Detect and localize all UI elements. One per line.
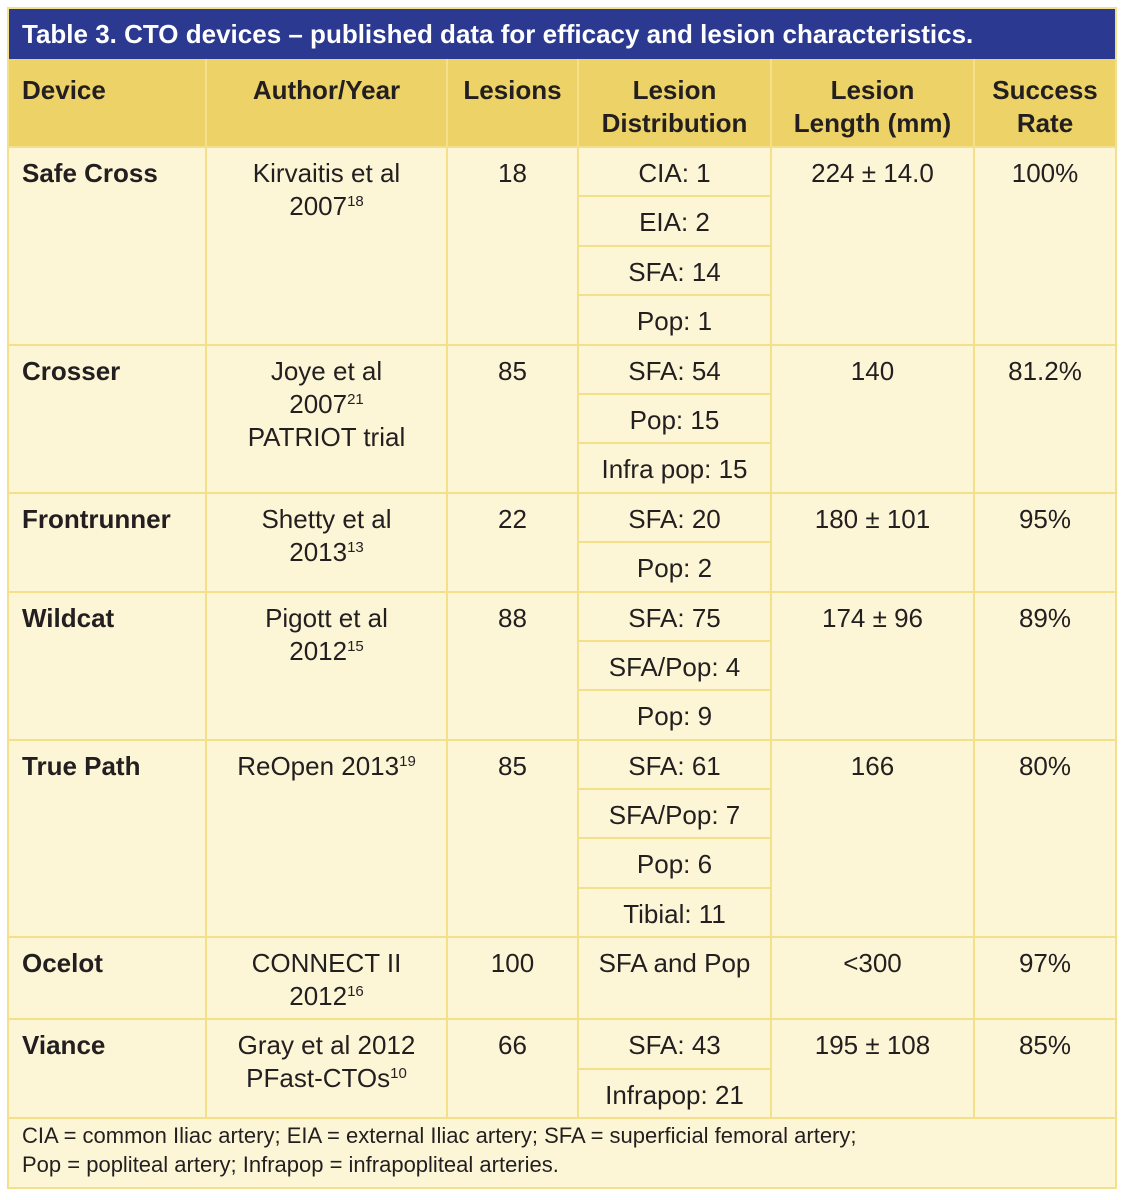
distribution-cell: SFA: 14 [578,246,771,295]
distribution-cell: SFA: 61 [578,740,771,789]
author-line: 2007 [289,388,348,419]
device-cell: Ocelot [9,937,206,1019]
success-rate-cell: 95% [974,493,1115,592]
distribution-cell: Pop: 15 [578,394,771,443]
reference-superscript: 19 [399,752,416,770]
header-success-rate [974,59,1115,147]
device-cell: True Path [9,740,206,938]
footnote-line: Pop = popliteal artery; Infrapop = infrapopliteal arteries. [22,1152,559,1177]
author-year-cell [206,937,447,1019]
footnote-line: CIA = common Iliac artery; EIA = external Iliac artery; SFA = superficial femoral artery; [22,1123,857,1148]
device-cell: Crosser [9,345,206,493]
cto-devices-table [9,59,1115,1119]
lesions-cell: 66 [447,1019,578,1118]
author-line: Gray et al 2012 [237,1030,416,1061]
success-rate-cell: 89% [974,592,1115,740]
header-row [9,59,1115,147]
author-line-wrap [207,1062,446,1095]
author-line: CONNECT II [251,948,402,979]
author-line: 2012 [289,981,348,1012]
author-line: Pigott et al [265,602,388,633]
reference-superscript: 15 [347,637,364,655]
table-row [9,493,1115,542]
header-text: Length (mm) [793,108,952,138]
author-line: Shetty et al [261,503,392,534]
table-frame [7,7,1117,1189]
author-year-cell [206,1019,447,1118]
lesion-length-cell: 166 [771,740,974,938]
reference-superscript: 16 [347,983,364,1001]
success-rate-cell: 81.2% [974,345,1115,493]
reference-superscript: 18 [347,193,364,210]
distribution-cell: SFA/Pop: 7 [578,789,771,838]
author-line: 2007 [289,191,348,221]
header-lesion-length [771,59,974,147]
distribution-cell: EIA: 2 [578,196,771,245]
table-row [9,1019,1115,1068]
author-year-cell [206,493,447,592]
author-line: 2013 [289,536,348,567]
author-line: PFast-CTOs [246,1063,391,1094]
distribution-cell: SFA/Pop: 4 [578,641,771,690]
header-device: Device [9,59,206,147]
distribution-cell: Pop: 1 [578,295,771,344]
header-text: Success [992,75,1098,105]
author-year-cell [206,147,447,345]
lesion-length-cell: 174 ± 96 [771,592,974,740]
lesions-cell: 18 [447,147,578,345]
author-line-wrap [207,980,446,1013]
author-line-wrap [207,635,446,668]
distribution-cell: Pop: 6 [578,838,771,887]
author-line-wrap [207,750,446,783]
author-year-cell [206,592,447,740]
table-row [9,345,1115,394]
lesion-length-cell: <300 [771,937,974,1019]
table-row [9,592,1115,641]
author-line-wrap [207,190,446,223]
author-line: ReOpen 2013 [237,750,400,781]
device-cell: Frontrunner [9,493,206,592]
header-text: Rate [1016,108,1074,138]
distribution-cell: Pop: 2 [578,542,771,591]
device-cell: Wildcat [9,592,206,740]
lesions-cell: 100 [447,937,578,1019]
distribution-cell: CIA: 1 [578,147,771,196]
table-row [9,937,1115,1019]
lesion-length-cell: 224 ± 14.0 [771,147,974,345]
table-row [9,740,1115,789]
lesions-cell: 85 [447,740,578,938]
footnote [9,1109,1115,1179]
success-rate-cell: 80% [974,740,1115,938]
reference-superscript: 10 [390,1065,407,1083]
distribution-cell: SFA: 75 [578,592,771,641]
author-line: 2012 [289,635,348,666]
success-rate-cell: 85% [974,1019,1115,1118]
distribution-cell: Pop: 9 [578,690,771,739]
author-line-wrap [207,536,446,569]
reference-superscript: 13 [347,538,364,556]
distribution-cell: SFA: 43 [578,1019,771,1068]
success-rate-cell: 100% [974,147,1115,345]
header-lesions: Lesions [447,59,578,147]
author-line: Joye et al [270,355,383,386]
lesion-length-cell: 180 ± 101 [771,493,974,592]
author-line: Kirvaitis et al [252,158,401,188]
device-cell: Viance [9,1019,206,1118]
distribution-cell: Tibial: 11 [578,888,771,937]
distribution-cell: SFA and Pop [578,937,771,1019]
author-year-cell [206,740,447,938]
table-row [9,147,1115,196]
distribution-cell: Infra pop: 15 [578,443,771,492]
header-text: Lesion [830,75,915,105]
success-rate-cell: 97% [974,937,1115,1019]
distribution-cell: SFA: 54 [578,345,771,394]
author-year-cell [206,345,447,493]
lesions-cell: 22 [447,493,578,592]
lesion-length-cell: 140 [771,345,974,493]
distribution-cell: Infrapop: 21 [578,1069,771,1118]
header-author-year: Author/Year [206,59,447,147]
header-text: Lesion [632,75,717,105]
header-text: Distribution [601,108,748,138]
lesions-cell: 88 [447,592,578,740]
author-line-wrap [207,388,446,421]
author-line: PATRIOT trial [247,421,406,452]
lesions-cell: 85 [447,345,578,493]
table-body [9,147,1115,1118]
device-cell: Safe Cross [9,147,206,345]
lesion-length-cell: 195 ± 108 [771,1019,974,1118]
reference-superscript: 21 [347,390,364,408]
header-lesion-distribution [578,59,771,147]
table-title: Table 3. CTO devices – published data for efficacy and lesion characteristics. [9,9,1115,59]
distribution-cell: SFA: 20 [578,493,771,542]
